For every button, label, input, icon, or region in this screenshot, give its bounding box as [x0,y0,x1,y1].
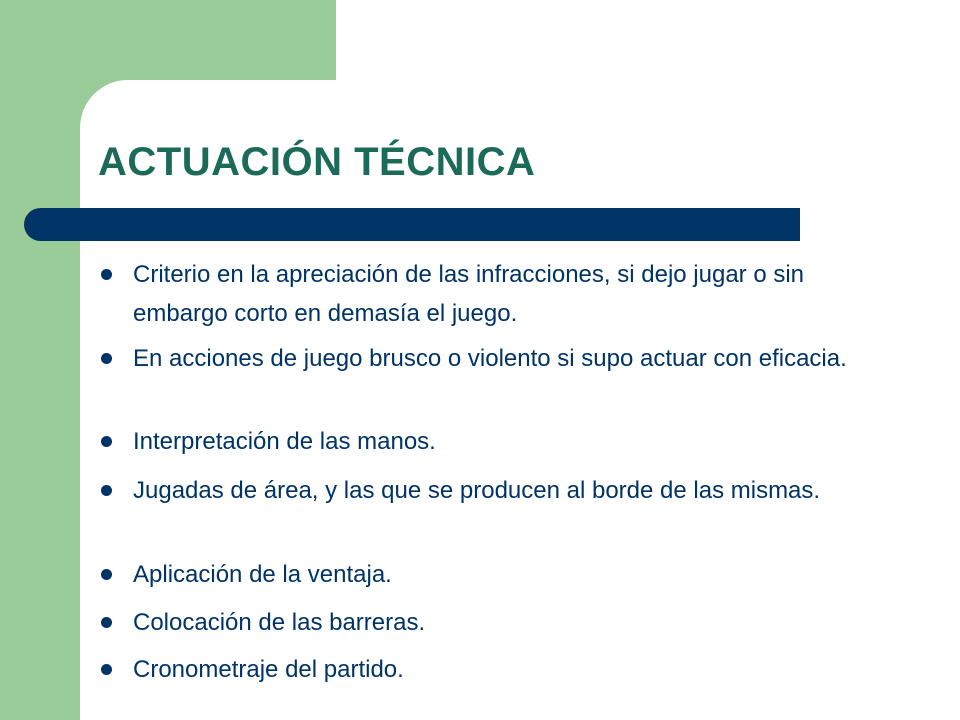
bullet-item [133,255,873,333]
bullet-text: Interpretación de las manos. [133,428,436,455]
bullet-item [133,603,873,642]
bullet-dot-icon [101,617,112,628]
bullet-dot-icon [101,436,112,447]
bullet-item [133,339,873,378]
bullet-text: Colocación de las barreras. [133,609,426,636]
bullet-dot-icon [101,569,112,580]
title-underline-bar [24,208,800,241]
bullet-text: Aplicación de la ventaja. [133,561,392,588]
slide-title: ACTUACIÓN TÉCNICA [98,140,536,184]
bullet-text: Jugadas de área, y las que se producen al borde de las mismas. [133,477,821,504]
bullet-text: En acciones de juego brusco o violento si supo actuar con eficacia. [133,345,847,372]
bullet-text: Criterio en la apreciación de las infracciones, si dejo jugar o sin embargo corto en demasía el juego. [133,261,805,327]
bullet-text: Cronometraje del partido. [133,656,404,683]
bullet-dot-icon [101,353,112,364]
bullet-dot-icon [101,269,112,280]
bullet-item [133,650,873,689]
bullet-item [133,471,873,510]
bullet-item [133,555,873,594]
bullet-dot-icon [101,485,112,496]
bullet-item [133,422,873,461]
bullet-dot-icon [101,664,112,675]
